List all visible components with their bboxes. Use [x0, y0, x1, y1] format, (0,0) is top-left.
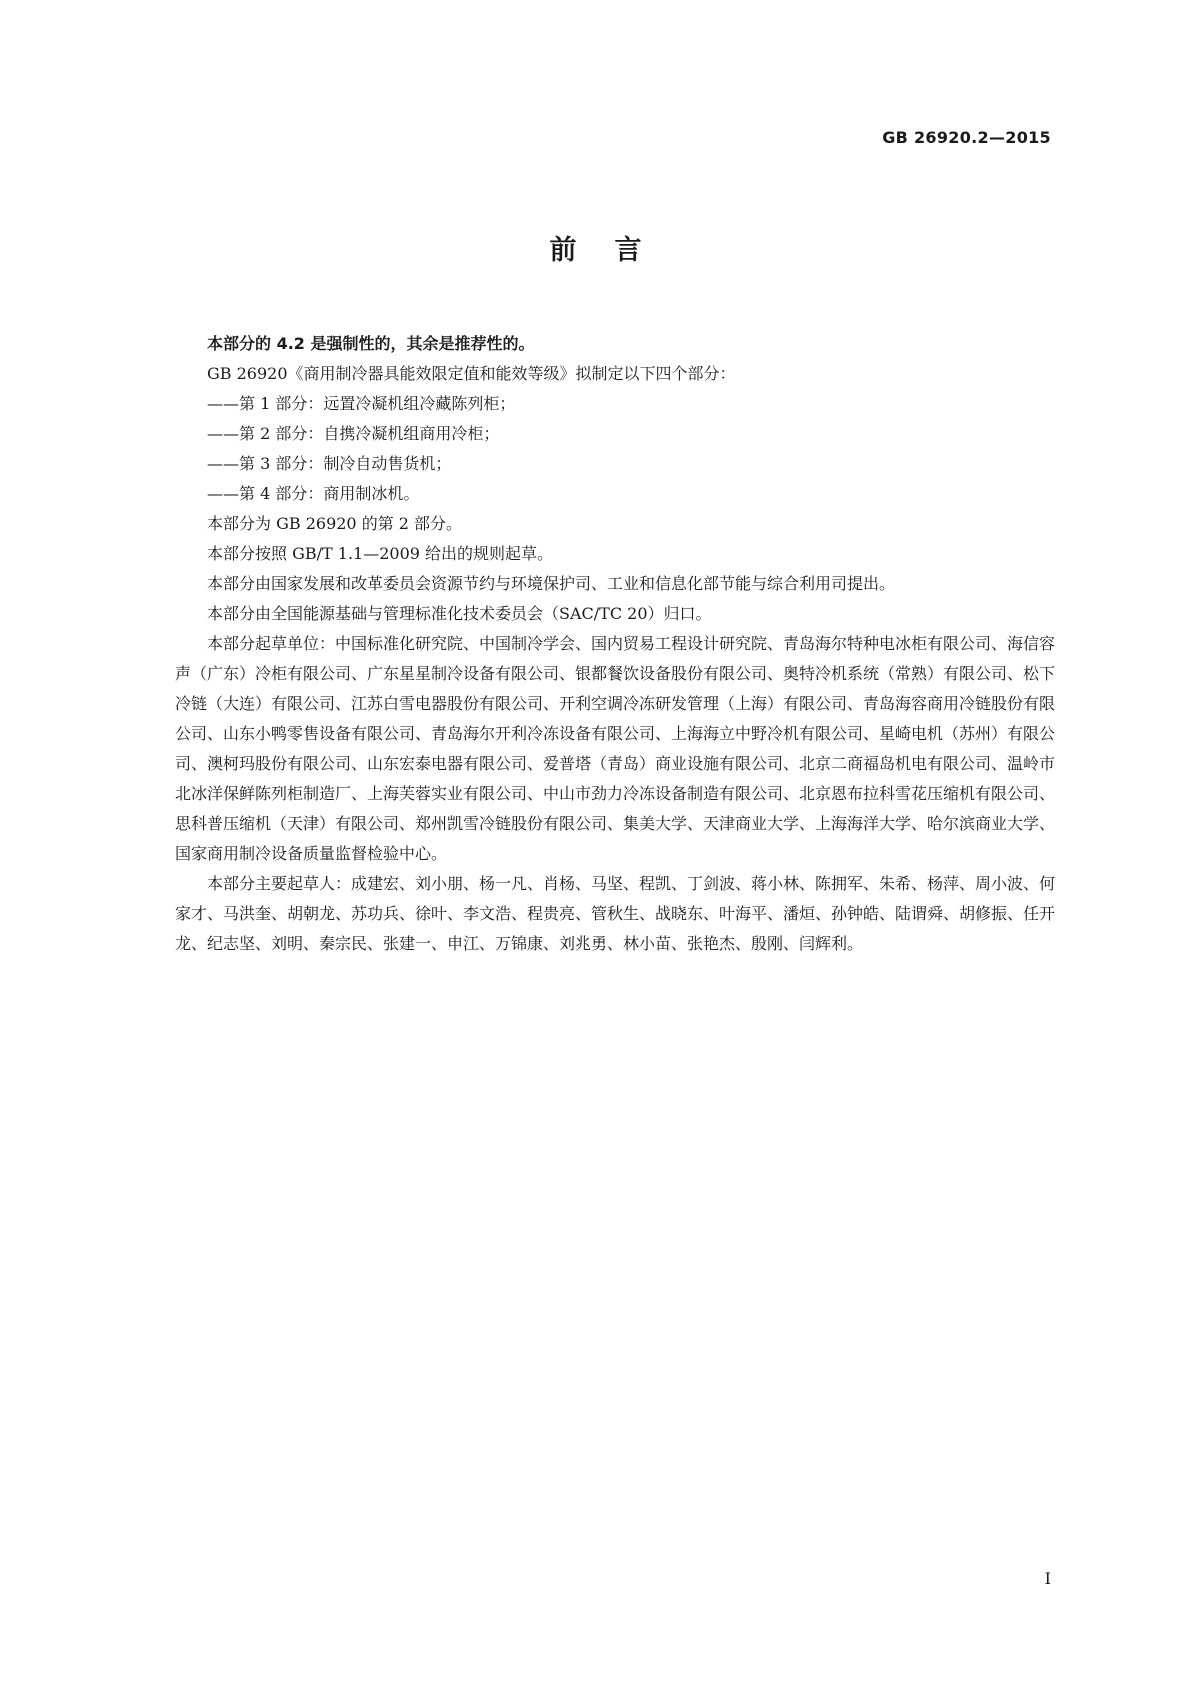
proposer: 本部分由国家发展和改革委员会资源节约与环境保护司、工业和信息化部节能与综合利用司提出。 — [207, 574, 896, 593]
part-list-item-2: ——第 2 部分：自携冷凝机组商用冷柜； — [207, 424, 500, 443]
drafting-organizations: 本部分起草单位：中国标准化研究院、中国制冷学会、国内贸易工程设计研究院、青岛海尔特种电冰柜有限公司、海信容声（广东）冷柜有限公司、广东星星制冷设备有限公司、银都餐饮设备股份有限公司、奥特冷机系统（常熟）有限公司、松下冷链（大连）有限公司、江苏白雪电器股份有限公司、开利空调冷冻研发管理（上海）有限公司、青岛海容商用冷链股份有限公司、山东小鸭零售设备有限公司、青岛海尔开利冷冻设备有限公司、上海海立中野冷机有限公司、星崎电机（苏州）有限公司、澳柯玛股份有限公司、山东宏泰电器有限公司、爱普塔（青岛）商业设施有限公司、北京二商福岛机电有限公司、温岭市北冰洋保鲜陈列柜制造厂、上海芙蓉实业有限公司、中山市劲力冷冻设备制造有限公司、北京恩布拉科雪花压缩机有限公司、思科普压缩机（天津）有限公司、郑州凯雪冷链股份有限公司、集美大学、天津商业大学、上海海洋大学、哈尔滨商业大学、国家商用制冷设备质量监督检验中心。 — [175, 634, 1056, 863]
part-list-item-3: ——第 3 部分：制冷自动售货机； — [207, 454, 452, 473]
series-intro: GB 26920《商用制冷器具能效限定值和能效等级》拟制定以下四个部分： — [207, 364, 736, 383]
part-statement: 本部分为 GB 26920 的第 2 部分。 — [207, 514, 463, 533]
foreword-body — [175, 329, 1055, 959]
main-drafters: 本部分主要起草人：成建宏、刘小朋、杨一凡、肖杨、马坚、程凯、丁剑波、蒋小林、陈拥军、朱希、杨萍、周小波、何家才、马洪奎、胡朝龙、苏功兵、徐叶、李文浩、程贵亮、管秋生、战晓东、叶海平、潘烜、孙钟皓、陆谓舜、胡修振、任开龙、纪志坚、刘明、秦宗民、张建一、申江、万锦康、刘兆勇、林小苗、张艳杰、殷刚、闫辉利。 — [175, 874, 1056, 953]
page-title: 前言 — [549, 235, 680, 266]
part-list-item-4: ——第 4 部分：商用制冰机。 — [207, 484, 420, 503]
part-list-item-1: ——第 1 部分：远置冷凝机组冷藏陈列柜； — [207, 394, 516, 413]
page-number: I — [1044, 1569, 1051, 1588]
standard-number: GB 26920.2—2015 — [882, 128, 1051, 147]
drafting-rules: 本部分按照 GB/T 1.1—2009 给出的规则起草。 — [207, 544, 554, 563]
responsible-committee: 本部分由全国能源基础与管理标准化技术委员会（SAC/TC 20）归口。 — [207, 604, 712, 623]
mandatory-statement: 本部分的 4.2 是强制性的，其余是推荐性的。 — [207, 334, 535, 353]
